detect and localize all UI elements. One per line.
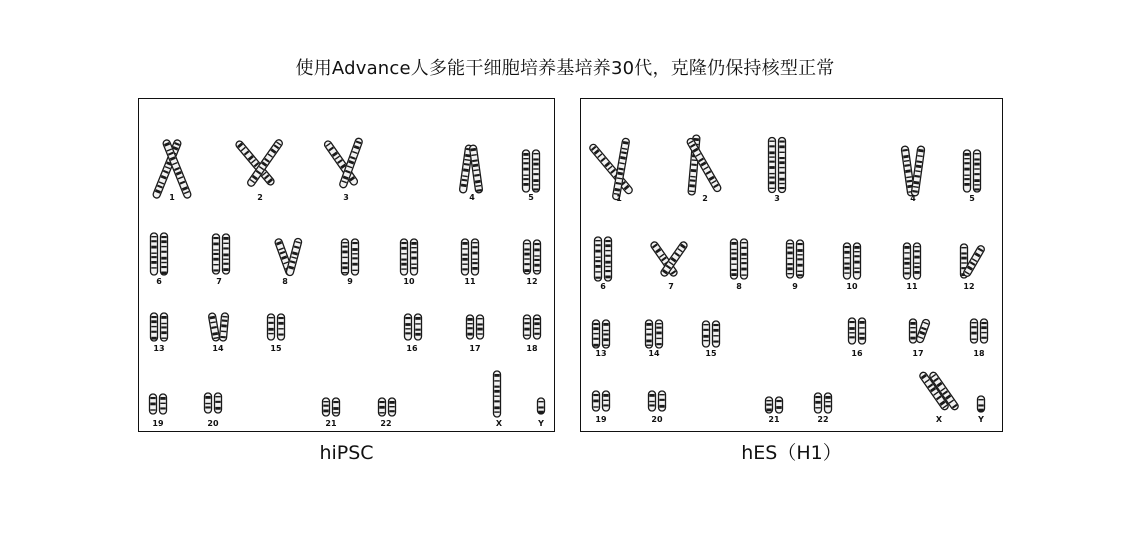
hes-chromosome-17 xyxy=(910,319,931,344)
hes-chromosome-21 xyxy=(766,397,783,413)
hipsc-chromosome-label: 19 xyxy=(152,419,164,428)
hes-chromosome-2 xyxy=(686,135,722,195)
hipsc-chromosome-label: 6 xyxy=(156,277,162,286)
hipsc-chromosome-3 xyxy=(323,137,363,188)
hes-chromosome-label: 5 xyxy=(969,194,975,203)
hes-chromosome-label: 2 xyxy=(702,194,708,203)
hes-chromosome-14 xyxy=(646,320,663,348)
hipsc-chromosome-label: 7 xyxy=(216,277,222,286)
hes-chromosome-18 xyxy=(971,319,988,343)
hipsc-chromosome-4 xyxy=(459,145,483,194)
hes-chromosome-13 xyxy=(593,320,610,348)
hipsc-chromosome-label: 4 xyxy=(469,193,475,202)
hes-chromosome-label: 22 xyxy=(817,415,829,424)
karyotype-image-hes xyxy=(581,99,1002,431)
hes-chromosome-20 xyxy=(649,391,666,411)
karyotype-image-hipsc xyxy=(139,99,554,431)
hipsc-chromosome-18 xyxy=(524,315,541,339)
hes-chromosome-label: 12 xyxy=(963,282,975,291)
hipsc-chromosome-label: 8 xyxy=(282,277,288,286)
hes-chromosome-11 xyxy=(904,243,921,279)
hipsc-chromosome-label: Y xyxy=(538,419,544,428)
hes-chromosome-22 xyxy=(815,393,832,413)
hes-chromosome-4 xyxy=(901,146,925,196)
hes-chromosome-15 xyxy=(703,321,720,347)
hipsc-chromosome-11 xyxy=(462,239,479,275)
hes-chromosome-label: 16 xyxy=(851,349,863,358)
hipsc-chromosome-2 xyxy=(235,138,284,187)
hipsc-chromosome-22 xyxy=(379,398,396,416)
karyotype-panel-hes xyxy=(580,98,1003,432)
hipsc-chromosome-label: X xyxy=(495,419,503,428)
hes-chromosome-label: 17 xyxy=(912,349,924,358)
hes-chromosome-X xyxy=(919,371,960,411)
hipsc-chromosome-6 xyxy=(151,233,168,275)
hes-chromosome-label: 19 xyxy=(595,415,607,424)
hipsc-chromosome-7 xyxy=(213,234,230,274)
hipsc-chromosome-1 xyxy=(152,139,192,199)
hes-chromosome-6 xyxy=(595,237,612,281)
hipsc-chromosome-label: 13 xyxy=(153,344,165,353)
hes-chromosome-10 xyxy=(844,243,861,279)
hes-chromosome-label: 9 xyxy=(792,282,798,291)
hes-chromosome-3 xyxy=(769,138,786,193)
hipsc-chromosome-label: 14 xyxy=(212,344,224,353)
hipsc-chromosome-label: 5 xyxy=(528,193,534,202)
hes-chromosome-12 xyxy=(961,244,986,278)
hipsc-chromosome-label: 12 xyxy=(526,277,538,286)
hes-chromosome-16 xyxy=(849,318,866,344)
hipsc-chromosome-label: 1 xyxy=(169,193,175,202)
hipsc-chromosome-label: 15 xyxy=(270,344,282,353)
hes-chromosome-8 xyxy=(731,239,748,279)
panel-caption-hipsc: hiPSC xyxy=(319,442,374,464)
hipsc-chromosome-12 xyxy=(524,240,541,274)
hipsc-chromosome-label: 3 xyxy=(343,193,349,202)
hes-chromosome-5 xyxy=(964,150,981,192)
hipsc-chromosome-label: 9 xyxy=(347,277,353,286)
hes-chromosome-label: 21 xyxy=(768,415,780,424)
hes-chromosome-label: 8 xyxy=(736,282,742,291)
hipsc-chromosome-14 xyxy=(208,313,229,342)
hipsc-chromosome-17 xyxy=(467,315,484,339)
hipsc-chromosome-9 xyxy=(342,239,359,275)
hes-chromosome-label: 11 xyxy=(906,282,918,291)
hes-chromosome-label: 7 xyxy=(668,282,674,291)
hes-chromosome-label: 6 xyxy=(600,282,606,291)
hipsc-chromosome-label: 20 xyxy=(207,419,219,428)
hes-chromosome-label: 18 xyxy=(973,349,985,358)
hipsc-chromosome-5 xyxy=(523,150,540,192)
hipsc-chromosome-21 xyxy=(323,398,340,416)
hes-chromosome-label: 13 xyxy=(595,349,607,358)
karyotype-panel-hipsc xyxy=(138,98,555,432)
hes-chromosome-label: 10 xyxy=(846,282,858,291)
hes-chromosome-label: Y xyxy=(978,415,984,424)
hes-chromosome-7 xyxy=(650,241,689,278)
hipsc-chromosome-label: 10 xyxy=(403,277,415,286)
hes-chromosome-label: 4 xyxy=(910,194,916,203)
hipsc-chromosome-label: 21 xyxy=(325,419,337,428)
hes-chromosome-label: 20 xyxy=(651,415,663,424)
hipsc-chromosome-10 xyxy=(401,239,418,275)
panel-caption-hes: hES（H1） xyxy=(741,442,842,464)
hipsc-chromosome-19 xyxy=(150,394,167,414)
hes-chromosome-Y xyxy=(978,396,985,412)
hipsc-chromosome-16 xyxy=(405,314,422,340)
hipsc-chromosome-Y xyxy=(538,398,545,414)
hipsc-chromosome-8 xyxy=(274,238,302,277)
hes-chromosome-19 xyxy=(593,391,610,411)
hes-chromosome-label: 14 xyxy=(648,349,660,358)
hes-chromosome-label: 1 xyxy=(616,194,622,203)
figure-title: 使用Advance人多能干细胞培养基培养30代，克隆仍保持核型正常 xyxy=(295,58,835,79)
hes-chromosome-label: 3 xyxy=(774,194,780,203)
hipsc-chromosome-label: 22 xyxy=(380,419,392,428)
hipsc-chromosome-13 xyxy=(151,313,168,341)
hipsc-chromosome-label: 16 xyxy=(406,344,418,353)
hipsc-chromosome-label: 2 xyxy=(257,193,263,202)
hipsc-chromosome-20 xyxy=(205,393,222,413)
hipsc-chromosome-label: 11 xyxy=(464,277,476,286)
hipsc-chromosome-label: 18 xyxy=(526,344,538,353)
hes-chromosome-label: 15 xyxy=(705,349,717,358)
hes-chromosome-9 xyxy=(787,240,804,278)
hipsc-chromosome-15 xyxy=(268,314,285,340)
hipsc-chromosome-label: 17 xyxy=(469,344,481,353)
hipsc-chromosome-X xyxy=(494,371,501,417)
hes-chromosome-label: X xyxy=(935,415,943,424)
hes-chromosome-1 xyxy=(588,138,633,200)
